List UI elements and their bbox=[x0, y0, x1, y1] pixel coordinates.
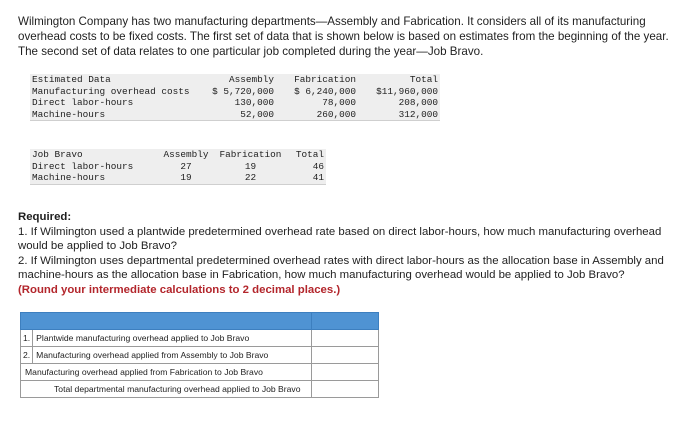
required-heading: Required: bbox=[18, 211, 72, 223]
row-label: Manufacturing overhead costs bbox=[32, 85, 190, 97]
cell-fabrication: $ 6,240,000 bbox=[294, 85, 356, 97]
cell-fabrication: 78,000 bbox=[322, 97, 356, 108]
answer-row bbox=[21, 364, 379, 381]
intro-line-3: The second set of data relates to one particular job completed during the year—Job Bravo. bbox=[18, 45, 484, 59]
row-label: Direct labor-hours bbox=[32, 160, 134, 172]
estimated-data-table bbox=[30, 74, 440, 121]
job-header-assembly: Assembly bbox=[163, 149, 209, 160]
estimated-header-total: Total bbox=[409, 74, 438, 85]
job-header-row bbox=[30, 149, 326, 161]
cell-total: $11,960,000 bbox=[376, 85, 438, 97]
cell-assembly: $ 5,720,000 bbox=[212, 85, 274, 97]
answer-header-value-cell bbox=[312, 313, 379, 330]
problem-intro bbox=[18, 14, 688, 60]
cell-fabrication: 19 bbox=[244, 160, 257, 172]
rounding-note: (Round your intermediate calculations to 2 decimal places.) bbox=[18, 283, 341, 296]
answer-header-row bbox=[21, 313, 379, 330]
row-label: Direct labor-hours bbox=[32, 97, 134, 108]
table-row bbox=[30, 97, 440, 109]
cell-total: 46 bbox=[312, 160, 324, 172]
table-row bbox=[30, 86, 440, 98]
estimated-header-row bbox=[30, 74, 440, 86]
cell-assembly: 27 bbox=[180, 160, 192, 172]
answer-row bbox=[21, 330, 379, 347]
cell-total: 312,000 bbox=[398, 108, 438, 120]
cell-fabrication: 260,000 bbox=[316, 108, 356, 120]
cell-assembly: 130,000 bbox=[234, 97, 274, 108]
intro-line-1: Wilmington Company has two manufacturing departments—Assembly and Fabrication. It considers all of its manufacturing bbox=[18, 15, 646, 28]
table-row bbox=[30, 109, 440, 121]
answer-number: 1. bbox=[21, 330, 33, 347]
cell-total: 208,000 bbox=[398, 97, 438, 108]
answer-label: Total departmental manufacturing overhead applied to Job Bravo bbox=[21, 381, 312, 398]
job-header-label: Job Bravo bbox=[32, 149, 83, 160]
cell-total: 41 bbox=[312, 172, 324, 183]
answer-input-total[interactable] bbox=[312, 381, 379, 398]
row-label: Machine-hours bbox=[32, 108, 106, 120]
cell-assembly: 52,000 bbox=[240, 108, 274, 120]
question-1-cont: would be applied to Job Bravo? bbox=[18, 240, 177, 253]
estimated-header-fabrication: Fabrication bbox=[294, 74, 356, 85]
answer-input-assembly[interactable] bbox=[312, 347, 379, 364]
cell-fabrication: 22 bbox=[244, 172, 257, 183]
answer-label: Plantwide manufacturing overhead applied to Job Bravo bbox=[33, 330, 312, 347]
answer-label: Manufacturing overhead applied from Fabrication to Job Bravo bbox=[21, 364, 312, 381]
required-section bbox=[18, 210, 690, 298]
question-1: 1. If Wilmington used a plantwide predetermined overhead rate based on direct labor-hours, how much manufacturing overhead bbox=[18, 225, 662, 238]
job-header-total: Total bbox=[295, 149, 324, 160]
intro-line-2: overhead costs to be fixed costs. The first set of data that is shown below is based on estimates from the beginning of the year. bbox=[18, 30, 669, 44]
answer-input-fabrication[interactable] bbox=[312, 364, 379, 381]
question-2: 2. If Wilmington uses departmental predetermined overhead rates with direct labor-hours as the allocation base in Assembly and bbox=[18, 254, 664, 267]
row-label: Machine-hours bbox=[32, 172, 106, 183]
answer-label: Manufacturing overhead applied from Assembly to Job Bravo bbox=[33, 347, 312, 364]
answer-header-label-cell bbox=[21, 313, 312, 330]
answer-number: 2. bbox=[21, 347, 33, 364]
answer-row bbox=[21, 381, 379, 398]
job-bravo-table bbox=[30, 149, 326, 185]
answer-input-plantwide[interactable] bbox=[312, 330, 379, 347]
job-header-fabrication: Fabrication bbox=[219, 149, 282, 160]
estimated-header-label: Estimated Data bbox=[32, 74, 111, 85]
cell-assembly: 19 bbox=[180, 172, 192, 183]
table-row bbox=[30, 172, 326, 184]
estimated-header-assembly: Assembly bbox=[228, 74, 274, 85]
table-row bbox=[30, 161, 326, 173]
answer-table bbox=[20, 312, 379, 398]
answer-row bbox=[21, 347, 379, 364]
question-2-cont: machine-hours as the allocation base in Fabrication, how much manufacturing overhead would be applied to Job Bravo? bbox=[18, 269, 625, 282]
